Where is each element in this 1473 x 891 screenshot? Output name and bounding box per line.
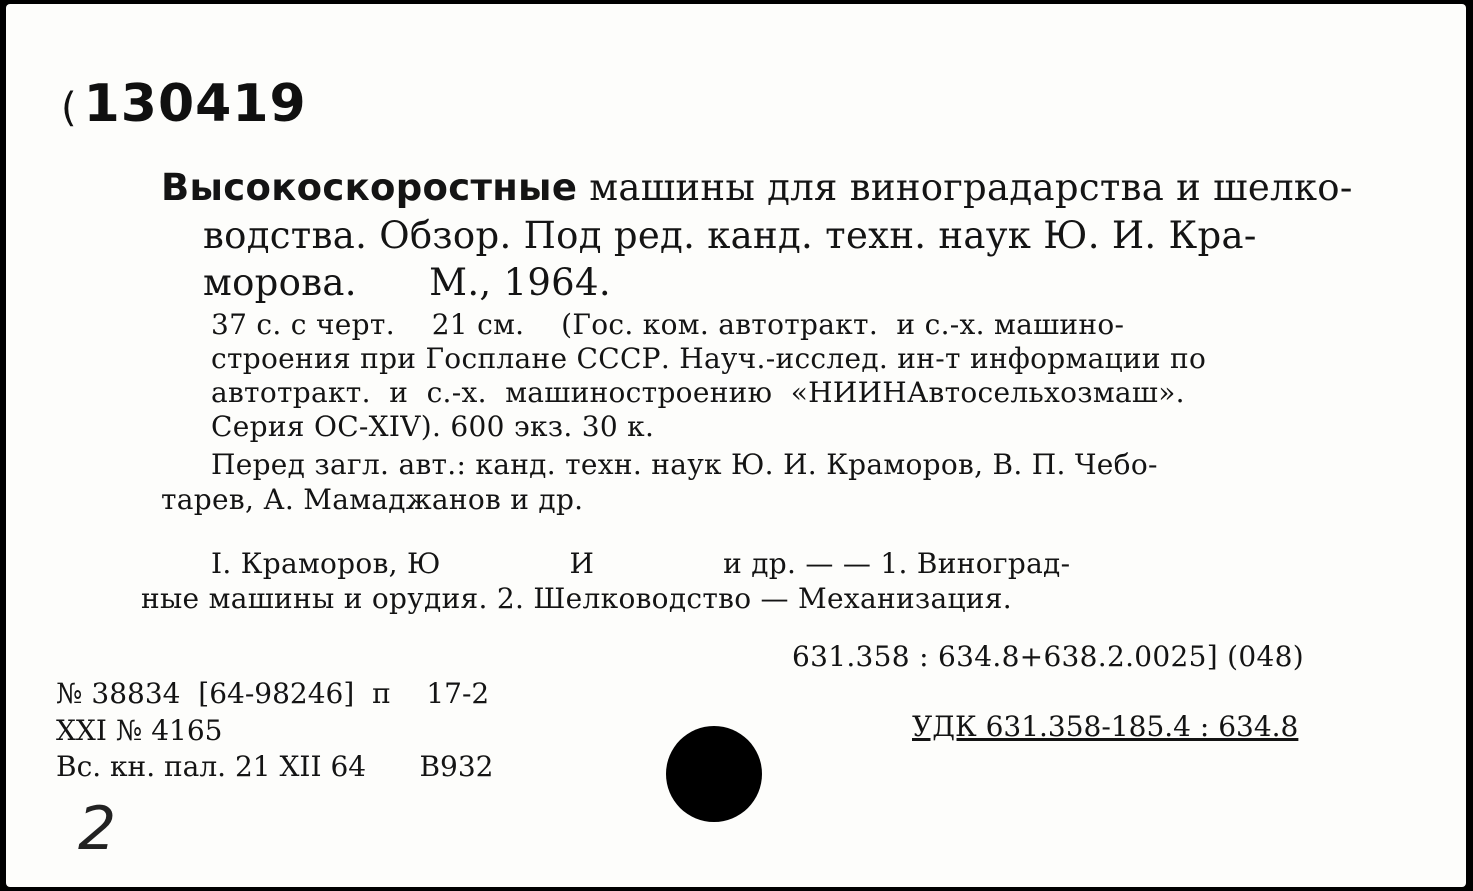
- desc-line-3: автотракт. и с.-х. машиностроению «НИИНАвтосельхозмаш».: [211, 376, 1185, 409]
- title-bold: Высокоскоростные: [161, 166, 578, 209]
- record-line-2: XXI № 4165: [56, 714, 223, 747]
- handwritten-prefix: (: [61, 85, 78, 131]
- note-line-1: Перед загл. авт.: канд. техн. наук Ю. И. Краморов, В. П. Чебо-: [211, 448, 1158, 481]
- title-line-1: [161, 166, 1353, 209]
- subject-line-2: ные машины и орудия. 2. Шелководство — Механизация.: [141, 582, 1012, 615]
- subject-line-1: I. Краморов, Ю И и др. — — 1. Виноград-: [211, 547, 1071, 580]
- catalog-card: [6, 4, 1466, 887]
- desc-line-2: строения при Госплане СССР. Науч.-исслед. ин-т информации по: [211, 342, 1207, 375]
- title-line-2: водства. Обзор. Под ред. канд. техн. наук Ю. И. Кра-: [203, 214, 1257, 257]
- udk-code: УДК 631.358-185.4 : 634.8: [912, 710, 1299, 743]
- record-line-3: Вс. кн. пал. 21 XII 64 В932: [56, 750, 494, 783]
- desc-line-4: Серия ОС-XIV). 600 экз. 30 к.: [211, 410, 655, 443]
- title-rest: машины для виноградарства и шелко-: [577, 166, 1353, 209]
- classification-index: 631.358 : 634.8+638.2.0025] (048): [792, 640, 1304, 673]
- title-line-3: морова. М., 1964.: [203, 261, 611, 304]
- punch-hole: [666, 726, 762, 822]
- desc-line-1: 37 с. с черт. 21 см. (Гос. ком. автотракт. и с.-х. машино-: [211, 308, 1125, 341]
- note-line-2: тарев, А. Мамаджанов и др.: [161, 483, 584, 516]
- handwritten-number-text: 130419: [83, 74, 307, 134]
- record-line-1: № 38834 [64-98246] п 17-2: [56, 677, 490, 710]
- handwritten-mark: 2: [78, 794, 117, 864]
- handwritten-number: [61, 74, 307, 134]
